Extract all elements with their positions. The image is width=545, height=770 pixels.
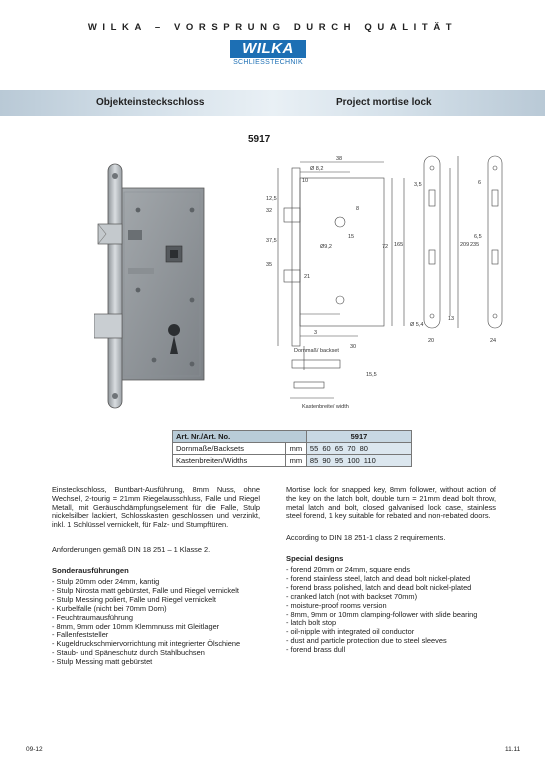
dim-30: 30 — [350, 344, 357, 350]
dim-72: 72 — [382, 244, 389, 250]
list-item: - latch bolt stop — [286, 618, 337, 628]
footer-right: 11.11 — [505, 746, 521, 753]
list-item: - oil-nipple with integrated oil conductor — [286, 627, 415, 637]
dim-8: 8 — [356, 206, 360, 212]
list-item: - 8mm, 9mm oder 10mm Klemmnuss mit Gleitlager — [52, 621, 220, 631]
options-title-english: Special designs — [286, 554, 344, 563]
label-backset: Dornmaß/ backset — [294, 348, 339, 354]
list-item: - forend stainless steel, latch and dead bolt nickel-plated — [286, 573, 471, 583]
logo-subtitle: SCHLIESSTECHNIK — [233, 59, 303, 66]
dim-9-2: Ø9,2 — [320, 244, 332, 250]
list-item: - Stulp Messing matt gebürstet — [52, 657, 153, 667]
options-list-english — [286, 566, 496, 655]
backsets-label: Dornmaße/Backsets — [173, 443, 286, 455]
widths-label: Kastenbreiten/Widths — [173, 455, 286, 467]
list-item: - Kurbelfalle (nicht bei 70mm Dorn) — [52, 603, 167, 613]
list-item: - Stulp Nirosta matt gebürstet, Falle und Riegel vernickelt — [52, 585, 239, 595]
backsets-unit: mm — [285, 443, 306, 455]
article-number: 5917 — [248, 134, 271, 145]
list-item: - Fallenfeststeller — [52, 630, 109, 640]
label-width: Kastenbreite/ width — [302, 404, 349, 410]
list-item: - Stulp Messing poliert, Falle und Riegel vernickelt — [52, 594, 216, 604]
dim-38: 38 — [336, 156, 343, 162]
dim-12-5: 12,5 — [266, 196, 277, 202]
dim-3: 3 — [314, 330, 318, 336]
dim-15-5: 15,5 — [366, 372, 377, 378]
list-item: - Stulp 20mm oder 24mm, kantig — [52, 577, 160, 586]
dim-6: 6 — [478, 180, 482, 186]
list-item: - moisture-proof rooms version — [286, 600, 387, 610]
dim-209: 209 — [460, 242, 470, 248]
list-item: - Feuchtraumausführung — [52, 612, 133, 622]
list-item: - cranked latch (not with backset 70mm) — [286, 591, 418, 601]
dim-32: 32 — [266, 208, 273, 214]
spec-table — [172, 430, 412, 467]
dim-3-5: 3,5 — [414, 182, 422, 188]
spec-header-row — [173, 431, 412, 443]
lock-photo — [94, 150, 234, 412]
options-list-german — [52, 578, 252, 667]
dim-20: 20 — [428, 338, 435, 344]
list-item: - Staub- und Späneschutz durch Stahlbuchsen — [52, 648, 205, 658]
dim-10: 10 — [302, 178, 309, 184]
description-english: Mortise lock for snapped key, 8mm follower, without action of the key on the latch bolt, double turn = 21mm dead bolt throw, metal latch and bolt, closed galvanised lock case, stainless steel forend, 1 key suitable for rebated and non-rebated doors. — [286, 485, 496, 521]
dim-37-5: 37,5 — [266, 238, 277, 244]
norm-german: Anforderungen gemäß DIN 18 251 – 1 Klasse 2. — [52, 545, 211, 554]
list-item: - forend 20mm or 24mm, square ends — [286, 565, 411, 574]
widths-values: 85 90 95 100 110 — [306, 455, 411, 467]
norm-english: According to DIN 18 251-1 class 2 requirements. — [286, 533, 446, 542]
dim-8-2: Ø 8,2 — [310, 166, 324, 172]
list-item: - Kugeldruckschmiervorrichtung mit integrierter Ölschiene — [52, 639, 241, 649]
backsets-values: 55 60 65 70 80 — [306, 443, 411, 455]
spec-header-value: 5917 — [306, 431, 411, 443]
technical-drawing — [264, 150, 534, 412]
spec-header-label: Art. Nr./Art. No. — [173, 431, 307, 443]
dim-235: 235 — [470, 242, 480, 248]
table-row — [173, 455, 412, 467]
dim-21: 21 — [304, 274, 311, 280]
description-german: Einsteckschloss, Buntbart-Ausführung, 8mm Nuss, ohne Wechsel, 2-tourig = 21mm Riegelausschluss, Falle und Riegel Metall, mit Geräuschdämpfungselement für die Falle, Stulp nickelsilber lackiert, Schlosskasten geschlossen und verzinkt, inkl. 1 Schlüssel vernickelt, für Falz- und Stumpftüren. — [52, 485, 260, 530]
title-german: Objekteinsteckschloss — [96, 97, 205, 108]
dim-5-4: Ø 5,4 — [410, 322, 424, 328]
dim-15: 15 — [348, 234, 355, 240]
dim-13: 13 — [448, 316, 455, 322]
footer-left: 09-12 — [26, 746, 43, 753]
list-item: - forend brass polished, latch and dead bolt nickel-plated — [286, 582, 472, 592]
title-band — [0, 90, 545, 116]
wilka-logo: WILKA — [230, 40, 306, 58]
dim-6-5: 6,5 — [474, 234, 482, 240]
title-english: Project mortise lock — [336, 97, 432, 108]
dim-24: 24 — [490, 338, 497, 344]
list-item: - 8mm, 9mm or 10mm clamping-follower with slide bearing — [286, 609, 478, 619]
table-row — [173, 443, 412, 455]
list-item: - dust and particle protection due to steel sleeves — [286, 636, 447, 646]
dim-35: 35 — [266, 262, 273, 268]
widths-unit: mm — [285, 455, 306, 467]
options-title-german: Sonderausführungen — [52, 566, 129, 575]
dim-165: 165 — [394, 242, 404, 248]
tagline: WILKA – VORSPRUNG DURCH QUALITÄT — [87, 22, 458, 33]
list-item: - forend brass dull — [286, 645, 346, 655]
